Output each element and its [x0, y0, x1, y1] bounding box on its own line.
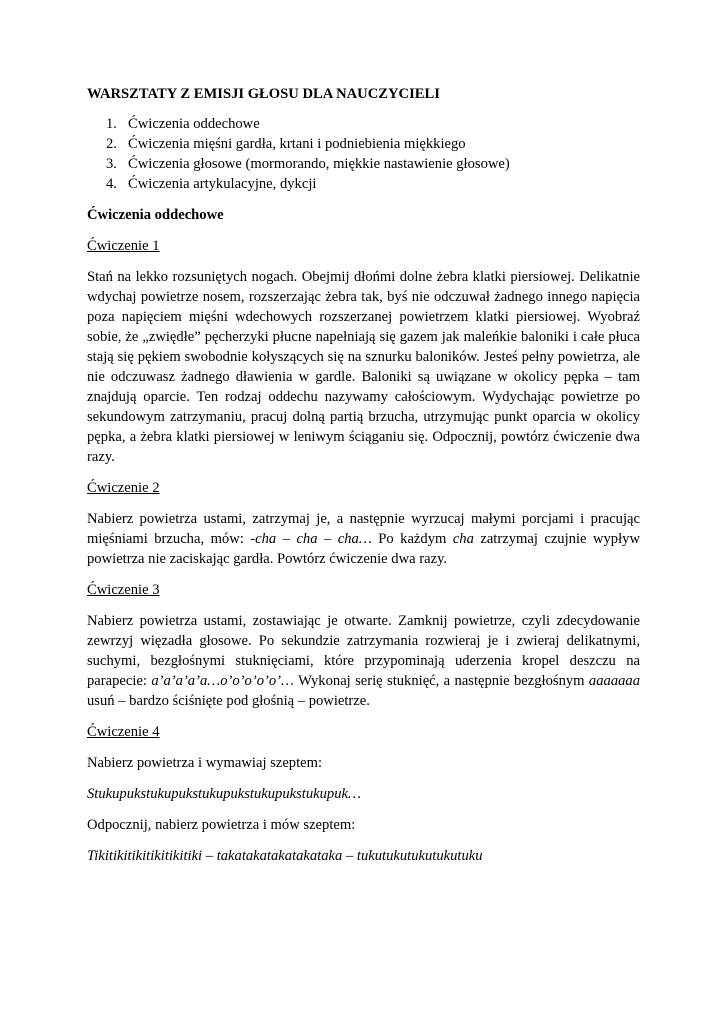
exercise-2-title: Ćwiczenie 2	[87, 480, 160, 496]
exercise-3-text-c: usuń – bardzo ściśnięte pod głośnią – powietrze.	[87, 693, 370, 709]
exercise-4-instruction-1: Nabierz powietrza i wymawiaj szeptem:	[87, 755, 323, 771]
exercise-3-text-b: Wykonaj serię stuknięć, a następnie bezgłośnym	[294, 673, 589, 689]
exercise-2-text-c: zatrzymaj czujnie wypływ powietrza nie zaciskając gardła. Powtórz ćwiczenie dwa razy.	[87, 531, 640, 567]
exercise-2-text-a: Nabierz powietrza ustami, zatrzymaj je, a następnie wyrzucaj małymi porcjami i pracując mięśniami brzucha, mów:	[87, 511, 640, 547]
exercise-4-phrase-2: Tikitikitikitikitikitiki – takatakatakatakataka – tukutukutukutukutuku	[87, 848, 483, 864]
exercise-3-text-a: Nabierz powietrza ustami, zostawiając je otwarte. Zamknij powietrze, czyli zdecydowanie zewrzyj więzadła głosowe. Po sekundzie zatrzymania rozwieraj je i zwieraj delikatnymi, suchymi, bezgłośnymi stuknięciami, które przypominają uderzenia kropel deszczu na parapecie:	[87, 613, 640, 689]
document-title: WARSZTATY Z EMISJI GŁOSU DLA NAUCZYCIELI	[87, 86, 440, 102]
exercise-2-text-b: Po każdym	[371, 531, 453, 547]
section-heading: Ćwiczenia oddechowe	[87, 207, 224, 223]
exercise-4-phrase-1: Stukupukstukupukstukupukstukupukstukupuk…	[87, 786, 361, 802]
toc-item-label: Ćwiczenia mięśni gardła, krtani i podniebienia miękkiego	[128, 136, 466, 152]
exercise-2-italic-b: cha	[452, 531, 474, 547]
toc-item-number: 1.	[106, 116, 117, 132]
document-page	[87, 84, 640, 877]
exercise-3-text	[87, 611, 640, 711]
toc-item	[87, 154, 640, 174]
toc-item-label: Ćwiczenia głosowe (mormorando, miękkie nastawienie głosowe)	[128, 156, 510, 172]
toc-item	[87, 134, 640, 154]
exercise-4-title: Ćwiczenie 4	[87, 724, 160, 740]
toc-item-number: 2.	[106, 136, 117, 152]
exercise-2-italic-a: -cha – cha – cha…	[250, 531, 372, 547]
toc-item-number: 4.	[106, 176, 117, 192]
exercise-3-italic-a: a’a’a’a’a…o’o’o’o’o’…	[151, 673, 294, 689]
toc-item	[87, 174, 640, 194]
toc-item-label: Ćwiczenia oddechowe	[128, 116, 260, 132]
exercise-1-title: Ćwiczenie 1	[87, 238, 160, 254]
exercise-2-text	[87, 509, 640, 569]
exercise-3-title: Ćwiczenie 3	[87, 582, 160, 598]
toc-item-number: 3.	[106, 156, 117, 172]
table-of-contents	[87, 114, 640, 194]
exercise-1-text: Stań na lekko rozsuniętych nogach. Obejmij dłońmi dolne żebra klatki piersiowej. Delikatnie wdychaj powietrze nosem, rozszerzając żebra tak, byś nie odczuwał żadnego innego napięcia poza napięciem mięśni wdechowych rozszerzanej powietrzem klatki piersiowej. Wyobraź sobie, że „zwiędłe” pęcherzyki płucne napełniają się gazem jak maleńkie baloniki i całe płuca stają się pękiem swobodnie kołyszących się na sznurku baloników. Jesteś pełny powietrza, ale nie odczuwasz żadnego dławienia w gardle. Baloniki są uwiązane w okolicy pępka – tam znajdują oparcie. Ten rodzaj oddechu nazywamy całościowym. Wydychając powietrze po sekundowym zatrzymaniu, pracuj dolną partią brzucha, utrzymując punkt oparcia w okolicy pępka, a żebra klatki piersiowej w leniwym ściąganiu się. Odpocznij, powtórz ćwiczenie dwa razy.	[87, 269, 640, 465]
exercise-3-italic-b: aaaaaaa	[588, 673, 640, 689]
toc-item	[87, 114, 640, 134]
toc-item-label: Ćwiczenia artykulacyjne, dykcji	[128, 176, 317, 192]
exercise-4-instruction-2: Odpocznij, nabierz powietrza i mów szeptem:	[87, 817, 356, 833]
